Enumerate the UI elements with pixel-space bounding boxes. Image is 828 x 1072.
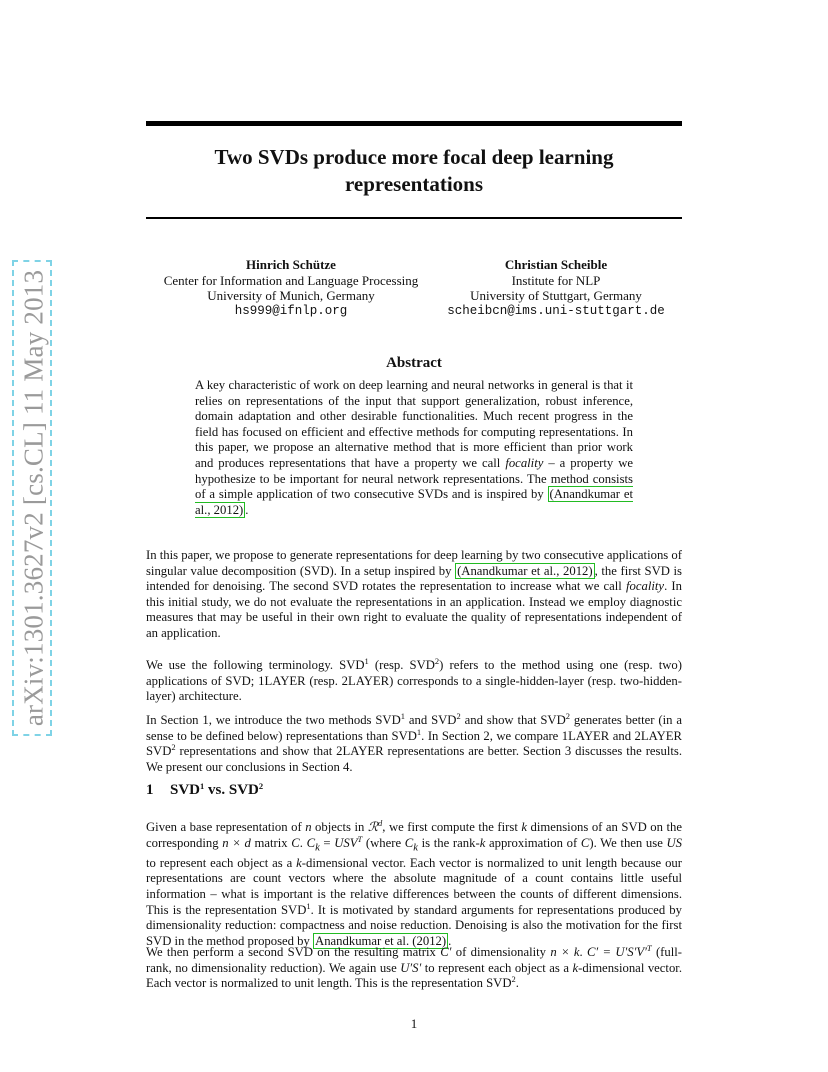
- title-rule-bottom: [146, 217, 682, 219]
- author-name: Hinrich Schütze: [246, 257, 336, 272]
- abstract-heading: Abstract: [386, 355, 442, 371]
- author-block-1: [146, 257, 436, 319]
- title-rule-top: [146, 121, 682, 126]
- citation-link[interactable]: (Anandkumar et al., 2012): [457, 563, 593, 578]
- author-affiliation: Center for Information and Language Processing: [163, 272, 419, 288]
- section1-paragraph-1: Given a base representation of n objects in ℛ$^d$, we first compute the first k dimensions of an SVD on the corresponding n × d matrix C. $C_k = USV^T$ (where $C_k$ is the rank-k approximation of C). We then use US to represent each object as a k-dimensional vector. Each vector is normalized to unit length because our representations are count vectors where the absolute magnitude of a count contains little useful information – what is important is the relative differences between the counts of different dimensions. This is the representation SVD$^1$. It is motivated by standard arguments for representations produced by dimensionality reduction: compactness and noise reduction. Denoising is also the motivation for the first SVD in the method proposed by Anandkumar et al. (2012) .: [146, 818, 683, 948]
- arxiv-identifier: arXiv:1301.3627v2 [cs.CL] 11 May 2013: [18, 269, 49, 727]
- citation-link[interactable]: (Anandkumar et al., 2012): [195, 487, 633, 517]
- author-email: hs999@ifnlp.org: [234, 303, 348, 318]
- page-number: 1: [410, 1016, 418, 1031]
- author-name: Christian Scheible: [504, 257, 608, 272]
- intro-paragraph-1: In this paper, we propose to generate representations for deep learning by two consecutive applications of singular value decomposition (SVD). In a setup inspired by (Anandkumar et al., 2012) , the first SVD is intended for denoising. The second SVD rotates the representation to increase what we call focality. In this initial study, we do not evaluate the representations in an application. Instead we employ diagnostic measures that may be useful in their own right to evaluate the quality of representations independent of an application.: [146, 548, 682, 640]
- section1-paragraph-2: We then perform a second SVD on the resulting matrix C′ of dimensionality n × k. $C' = U'S'V'^T$ (full-rank, no dimensionality reduction). We again use U′S′ to represent each object as a k-dimensional vector. Each vector is normalized to unit length. This is the representation SVD$^2$.: [146, 943, 683, 991]
- author-university: University of Munich, Germany: [207, 288, 375, 303]
- paper-title: Two SVDs produce more focal deep learning representations: [214, 145, 614, 196]
- author-email: scheibcn@ims.uni-stuttgart.de: [447, 303, 665, 318]
- author-affiliation: Institute for NLP: [511, 272, 601, 288]
- author-university: University of Stuttgart, Germany: [470, 288, 642, 303]
- intro-paragraph-3: In Section 1, we introduce the two methods SVD$^1$ and SVD$^2$ and show that SVD$^2$ generates better (in a sense to be defined below) representations than SVD$^1$. In Section 2, we compare 1LAYER and 2LAYER SVD$^2$ representations and show that 2LAYER representations are better. Section 3 discusses the results. We present our conclusions in Section 4.: [146, 711, 682, 774]
- abstract-text: A key characteristic of work on deep learning and neural networks in general is that it relies on representations of the input that support generalization, robust inference, domain adaptation and other desirable functionalities. Much recent progress in the field has focused on efficient and effective methods for computing representations. In this paper, we propose an alternative method that is more efficient than prior work and produces representations that have a property we call focality – a property we hypothesize to be important for neural network representations. The method consists of a simple application of two consecutive SVDs and is inspired by (Anandkumar et al., 2012) .: [195, 378, 633, 517]
- citation-link[interactable]: Anandkumar et al. (2012): [315, 933, 447, 948]
- section-heading: 1 SVD$^1$ vs. SVD$^2$: [146, 781, 264, 798]
- intro-paragraph-2: We use the following terminology. SVD$^1$ (resp. SVD$^2$) refers to the method using one (resp. two) applications of SVD; 1LAYER (resp. 2LAYER) corresponds to a single-hidden-layer (resp. two-hidden-layer) architecture.: [146, 656, 683, 704]
- author-block-2: [430, 257, 682, 319]
